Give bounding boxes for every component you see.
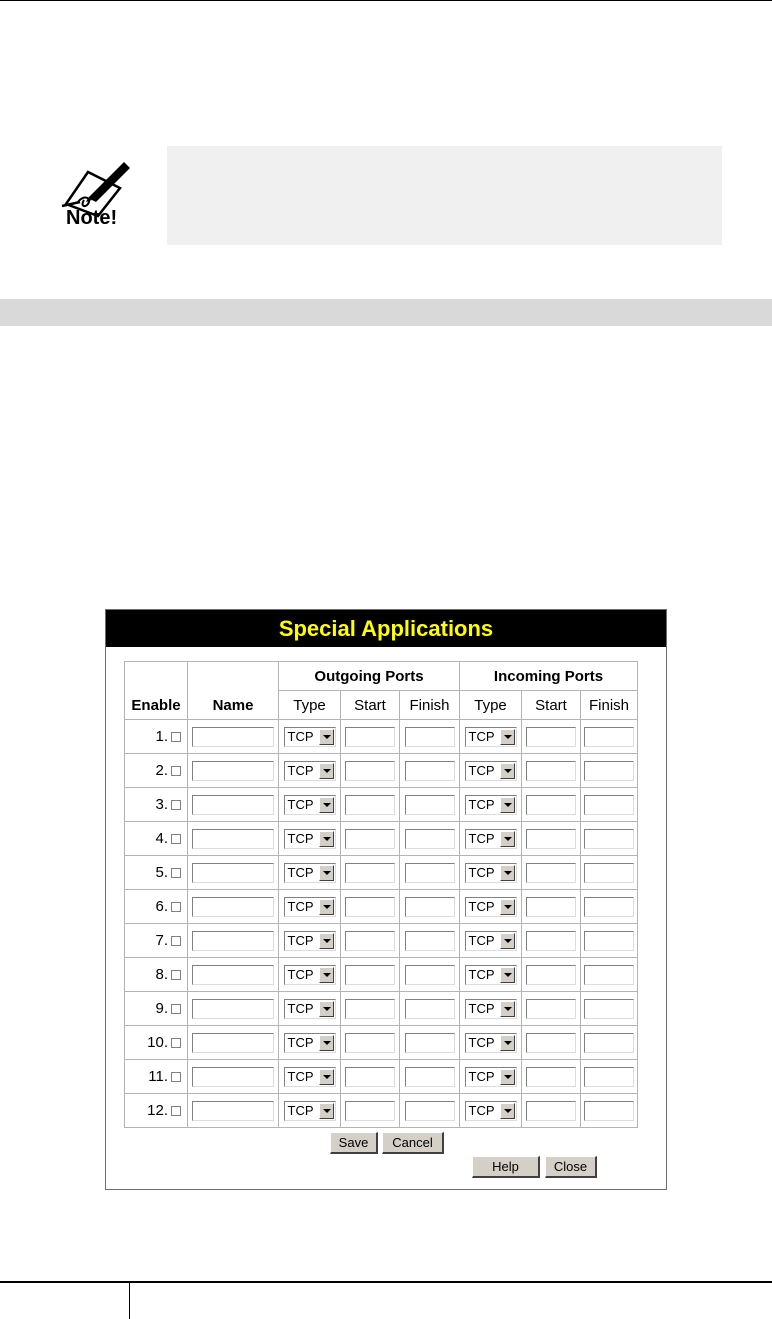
bottom-rule bbox=[0, 1281, 772, 1283]
table-row bbox=[125, 1026, 638, 1060]
outgoing-start-input[interactable] bbox=[345, 897, 395, 917]
outgoing-start-input[interactable] bbox=[345, 795, 395, 815]
incoming-type-select[interactable] bbox=[465, 1101, 517, 1121]
outgoing-start-input[interactable] bbox=[345, 999, 395, 1019]
name-input[interactable] bbox=[192, 829, 274, 849]
outgoing-start-input[interactable] bbox=[345, 1067, 395, 1087]
outgoing-finish-input[interactable] bbox=[405, 761, 455, 781]
row-number: 4. bbox=[155, 830, 168, 847]
row-number: 1. bbox=[155, 728, 168, 745]
outgoing-type-select[interactable] bbox=[284, 727, 336, 747]
enable-cell bbox=[125, 788, 188, 822]
dropdown-arrow-icon[interactable] bbox=[500, 1035, 515, 1051]
enable-checkbox[interactable] bbox=[171, 970, 181, 980]
incoming-type-value: TCP bbox=[468, 762, 495, 778]
outgoing-type-value: TCP bbox=[287, 864, 314, 880]
outgoing-finish-input[interactable] bbox=[405, 1101, 455, 1121]
dropdown-arrow-icon[interactable] bbox=[319, 729, 334, 745]
row-number: 11. bbox=[148, 1068, 168, 1085]
outgoing-type-value: TCP bbox=[287, 966, 314, 982]
outgoing-type-select[interactable] bbox=[284, 1067, 336, 1087]
dropdown-arrow-icon[interactable] bbox=[500, 1069, 515, 1085]
incoming-start-input[interactable] bbox=[526, 795, 576, 815]
incoming-type-select[interactable] bbox=[465, 829, 517, 849]
incoming-type-select[interactable] bbox=[465, 1033, 517, 1053]
section-header-bar bbox=[0, 299, 772, 326]
incoming-finish-input[interactable] bbox=[584, 999, 634, 1019]
name-header: Name bbox=[188, 662, 279, 720]
outgoing-finish-header: Finish bbox=[400, 691, 460, 720]
incoming-type-value: TCP bbox=[468, 966, 495, 982]
table-row bbox=[125, 890, 638, 924]
name-input[interactable] bbox=[192, 1101, 274, 1121]
dropdown-arrow-icon[interactable] bbox=[319, 763, 334, 779]
dropdown-arrow-icon[interactable] bbox=[500, 1103, 515, 1119]
row-number: 8. bbox=[155, 966, 168, 983]
note-box bbox=[167, 146, 722, 245]
incoming-finish-input[interactable] bbox=[584, 1101, 634, 1121]
enable-checkbox[interactable] bbox=[171, 1038, 181, 1048]
name-input[interactable] bbox=[192, 863, 274, 883]
enable-cell bbox=[125, 890, 188, 924]
enable-checkbox[interactable] bbox=[171, 766, 181, 776]
outgoing-finish-input[interactable] bbox=[405, 863, 455, 883]
bottom-divider bbox=[129, 1283, 130, 1319]
cancel-button[interactable]: Cancel bbox=[382, 1132, 444, 1154]
outgoing-start-input[interactable] bbox=[345, 863, 395, 883]
incoming-type-select[interactable] bbox=[465, 795, 517, 815]
outgoing-type-value: TCP bbox=[287, 1102, 314, 1118]
incoming-type-select[interactable] bbox=[465, 965, 517, 985]
enable-cell bbox=[125, 924, 188, 958]
incoming-type-value: TCP bbox=[468, 1000, 495, 1016]
incoming-type-select[interactable] bbox=[465, 999, 517, 1019]
incoming-type-value: TCP bbox=[468, 1068, 495, 1084]
special-applications-panel bbox=[105, 609, 667, 1190]
incoming-type-select[interactable] bbox=[465, 727, 517, 747]
incoming-finish-input[interactable] bbox=[584, 1033, 634, 1053]
table-row bbox=[125, 924, 638, 958]
enable-cell bbox=[125, 822, 188, 856]
row-number: 5. bbox=[155, 864, 168, 881]
outgoing-ports-header: Outgoing Ports bbox=[279, 662, 460, 691]
dropdown-arrow-icon[interactable] bbox=[500, 1001, 515, 1017]
incoming-finish-input[interactable] bbox=[584, 727, 634, 747]
incoming-start-input[interactable] bbox=[526, 829, 576, 849]
outgoing-type-value: TCP bbox=[287, 932, 314, 948]
name-input[interactable] bbox=[192, 1033, 274, 1053]
row-number: 3. bbox=[155, 796, 168, 813]
table-row bbox=[125, 958, 638, 992]
incoming-type-value: TCP bbox=[468, 1034, 495, 1050]
enable-checkbox[interactable] bbox=[171, 936, 181, 946]
outgoing-type-value: TCP bbox=[287, 898, 314, 914]
enable-checkbox[interactable] bbox=[171, 868, 181, 878]
enable-checkbox[interactable] bbox=[171, 800, 181, 810]
outgoing-finish-input[interactable] bbox=[405, 1033, 455, 1053]
name-input[interactable] bbox=[192, 965, 274, 985]
enable-header: Enable bbox=[125, 662, 188, 720]
name-input[interactable] bbox=[192, 727, 274, 747]
dropdown-arrow-icon[interactable] bbox=[500, 933, 515, 949]
incoming-start-input[interactable] bbox=[526, 1101, 576, 1121]
dropdown-arrow-icon[interactable] bbox=[319, 831, 334, 847]
dropdown-arrow-icon[interactable] bbox=[319, 1001, 334, 1017]
top-rule bbox=[0, 0, 772, 1]
outgoing-type-select[interactable] bbox=[284, 829, 336, 849]
outgoing-finish-input[interactable] bbox=[405, 1067, 455, 1087]
outgoing-start-input[interactable] bbox=[345, 1101, 395, 1121]
dropdown-arrow-icon[interactable] bbox=[319, 1103, 334, 1119]
dropdown-arrow-icon[interactable] bbox=[500, 967, 515, 983]
outgoing-type-value: TCP bbox=[287, 762, 314, 778]
enable-cell bbox=[125, 1094, 188, 1128]
enable-cell bbox=[125, 1060, 188, 1094]
dropdown-arrow-icon[interactable] bbox=[500, 865, 515, 881]
note-label: Note! bbox=[66, 207, 118, 229]
outgoing-finish-input[interactable] bbox=[405, 931, 455, 951]
outgoing-finish-input[interactable] bbox=[405, 965, 455, 985]
help-button[interactable]: Help bbox=[472, 1156, 540, 1178]
incoming-start-input[interactable] bbox=[526, 999, 576, 1019]
incoming-type-value: TCP bbox=[468, 728, 495, 744]
outgoing-type-value: TCP bbox=[287, 1000, 314, 1016]
incoming-start-input[interactable] bbox=[526, 1033, 576, 1053]
dropdown-arrow-icon[interactable] bbox=[319, 1069, 334, 1085]
outgoing-type-select[interactable] bbox=[284, 761, 336, 781]
name-input[interactable] bbox=[192, 795, 274, 815]
incoming-type-value: TCP bbox=[468, 830, 495, 846]
table-row bbox=[125, 822, 638, 856]
enable-cell bbox=[125, 720, 188, 754]
outgoing-start-input[interactable] bbox=[345, 829, 395, 849]
dropdown-arrow-icon[interactable] bbox=[319, 933, 334, 949]
save-button[interactable]: Save bbox=[330, 1132, 378, 1154]
outgoing-finish-input[interactable] bbox=[405, 999, 455, 1019]
incoming-finish-input[interactable] bbox=[584, 795, 634, 815]
outgoing-start-header: Start bbox=[341, 691, 400, 720]
outgoing-type-header: Type bbox=[279, 691, 341, 720]
incoming-type-value: TCP bbox=[468, 1102, 495, 1118]
dropdown-arrow-icon[interactable] bbox=[319, 899, 334, 915]
table-row bbox=[125, 1094, 638, 1128]
incoming-start-input[interactable] bbox=[526, 897, 576, 917]
incoming-type-select[interactable] bbox=[465, 931, 517, 951]
table-row bbox=[125, 754, 638, 788]
outgoing-start-input[interactable] bbox=[345, 965, 395, 985]
dropdown-arrow-icon[interactable] bbox=[500, 797, 515, 813]
enable-cell bbox=[125, 754, 188, 788]
incoming-type-select[interactable] bbox=[465, 1067, 517, 1087]
dropdown-arrow-icon[interactable] bbox=[500, 899, 515, 915]
outgoing-type-value: TCP bbox=[287, 728, 314, 744]
enable-checkbox[interactable] bbox=[171, 1072, 181, 1082]
enable-checkbox[interactable] bbox=[171, 1004, 181, 1014]
incoming-finish-input[interactable] bbox=[584, 1067, 634, 1087]
row-number: 6. bbox=[155, 898, 168, 915]
incoming-start-input[interactable] bbox=[526, 931, 576, 951]
incoming-type-select[interactable] bbox=[465, 761, 517, 781]
name-input[interactable] bbox=[192, 999, 274, 1019]
dropdown-arrow-icon[interactable] bbox=[319, 865, 334, 881]
outgoing-type-select[interactable] bbox=[284, 1101, 336, 1121]
incoming-type-value: TCP bbox=[468, 898, 495, 914]
enable-checkbox[interactable] bbox=[171, 834, 181, 844]
row-number: 10. bbox=[147, 1034, 168, 1051]
dropdown-arrow-icon[interactable] bbox=[319, 1035, 334, 1051]
outgoing-start-input[interactable] bbox=[345, 1033, 395, 1053]
enable-cell bbox=[125, 958, 188, 992]
table-row bbox=[125, 856, 638, 890]
incoming-finish-input[interactable] bbox=[584, 931, 634, 951]
outgoing-type-select[interactable] bbox=[284, 795, 336, 815]
dropdown-arrow-icon[interactable] bbox=[500, 729, 515, 745]
outgoing-type-select[interactable] bbox=[284, 1033, 336, 1053]
enable-checkbox[interactable] bbox=[171, 732, 181, 742]
incoming-start-input[interactable] bbox=[526, 1067, 576, 1087]
outgoing-type-value: TCP bbox=[287, 1068, 314, 1084]
outgoing-finish-input[interactable] bbox=[405, 829, 455, 849]
incoming-type-value: TCP bbox=[468, 932, 495, 948]
incoming-type-value: TCP bbox=[468, 796, 495, 812]
incoming-finish-input[interactable] bbox=[584, 829, 634, 849]
enable-checkbox[interactable] bbox=[171, 902, 181, 912]
dropdown-arrow-icon[interactable] bbox=[319, 967, 334, 983]
incoming-type-header: Type bbox=[460, 691, 522, 720]
panel-title: Special Applications bbox=[106, 610, 666, 647]
dropdown-arrow-icon[interactable] bbox=[500, 763, 515, 779]
incoming-ports-header: Incoming Ports bbox=[460, 662, 638, 691]
name-input[interactable] bbox=[192, 931, 274, 951]
incoming-type-select[interactable] bbox=[465, 863, 517, 883]
incoming-type-value: TCP bbox=[468, 864, 495, 880]
outgoing-start-input[interactable] bbox=[345, 931, 395, 951]
outgoing-start-input[interactable] bbox=[345, 761, 395, 781]
incoming-finish-header: Finish bbox=[581, 691, 638, 720]
enable-checkbox[interactable] bbox=[171, 1106, 181, 1116]
incoming-start-input[interactable] bbox=[526, 863, 576, 883]
close-button[interactable]: Close bbox=[545, 1156, 597, 1178]
outgoing-finish-input[interactable] bbox=[405, 795, 455, 815]
dropdown-arrow-icon[interactable] bbox=[319, 797, 334, 813]
row-number: 9. bbox=[155, 1000, 168, 1017]
name-input[interactable] bbox=[192, 1067, 274, 1087]
incoming-start-input[interactable] bbox=[526, 761, 576, 781]
incoming-type-select[interactable] bbox=[465, 897, 517, 917]
enable-cell bbox=[125, 992, 188, 1026]
outgoing-type-select[interactable] bbox=[284, 931, 336, 951]
applications-table bbox=[124, 661, 638, 1128]
outgoing-type-value: TCP bbox=[287, 830, 314, 846]
incoming-finish-input[interactable] bbox=[584, 863, 634, 883]
table-row bbox=[125, 720, 638, 754]
incoming-finish-input[interactable] bbox=[584, 897, 634, 917]
table-row bbox=[125, 992, 638, 1026]
table-row bbox=[125, 788, 638, 822]
enable-cell bbox=[125, 856, 188, 890]
name-input[interactable] bbox=[192, 897, 274, 917]
incoming-finish-input[interactable] bbox=[584, 761, 634, 781]
incoming-start-input[interactable] bbox=[526, 965, 576, 985]
outgoing-type-select[interactable] bbox=[284, 863, 336, 883]
incoming-start-header: Start bbox=[522, 691, 581, 720]
table-row bbox=[125, 1060, 638, 1094]
enable-cell bbox=[125, 1026, 188, 1060]
outgoing-start-input[interactable] bbox=[345, 727, 395, 747]
outgoing-type-value: TCP bbox=[287, 796, 314, 812]
outgoing-type-select[interactable] bbox=[284, 897, 336, 917]
name-input[interactable] bbox=[192, 761, 274, 781]
outgoing-finish-input[interactable] bbox=[405, 727, 455, 747]
incoming-finish-input[interactable] bbox=[584, 965, 634, 985]
row-number: 12. bbox=[147, 1102, 168, 1119]
outgoing-type-select[interactable] bbox=[284, 999, 336, 1019]
outgoing-finish-input[interactable] bbox=[405, 897, 455, 917]
outgoing-type-value: TCP bbox=[287, 1034, 314, 1050]
row-number: 7. bbox=[155, 932, 168, 949]
row-number: 2. bbox=[155, 762, 168, 779]
incoming-start-input[interactable] bbox=[526, 727, 576, 747]
dropdown-arrow-icon[interactable] bbox=[500, 831, 515, 847]
outgoing-type-select[interactable] bbox=[284, 965, 336, 985]
